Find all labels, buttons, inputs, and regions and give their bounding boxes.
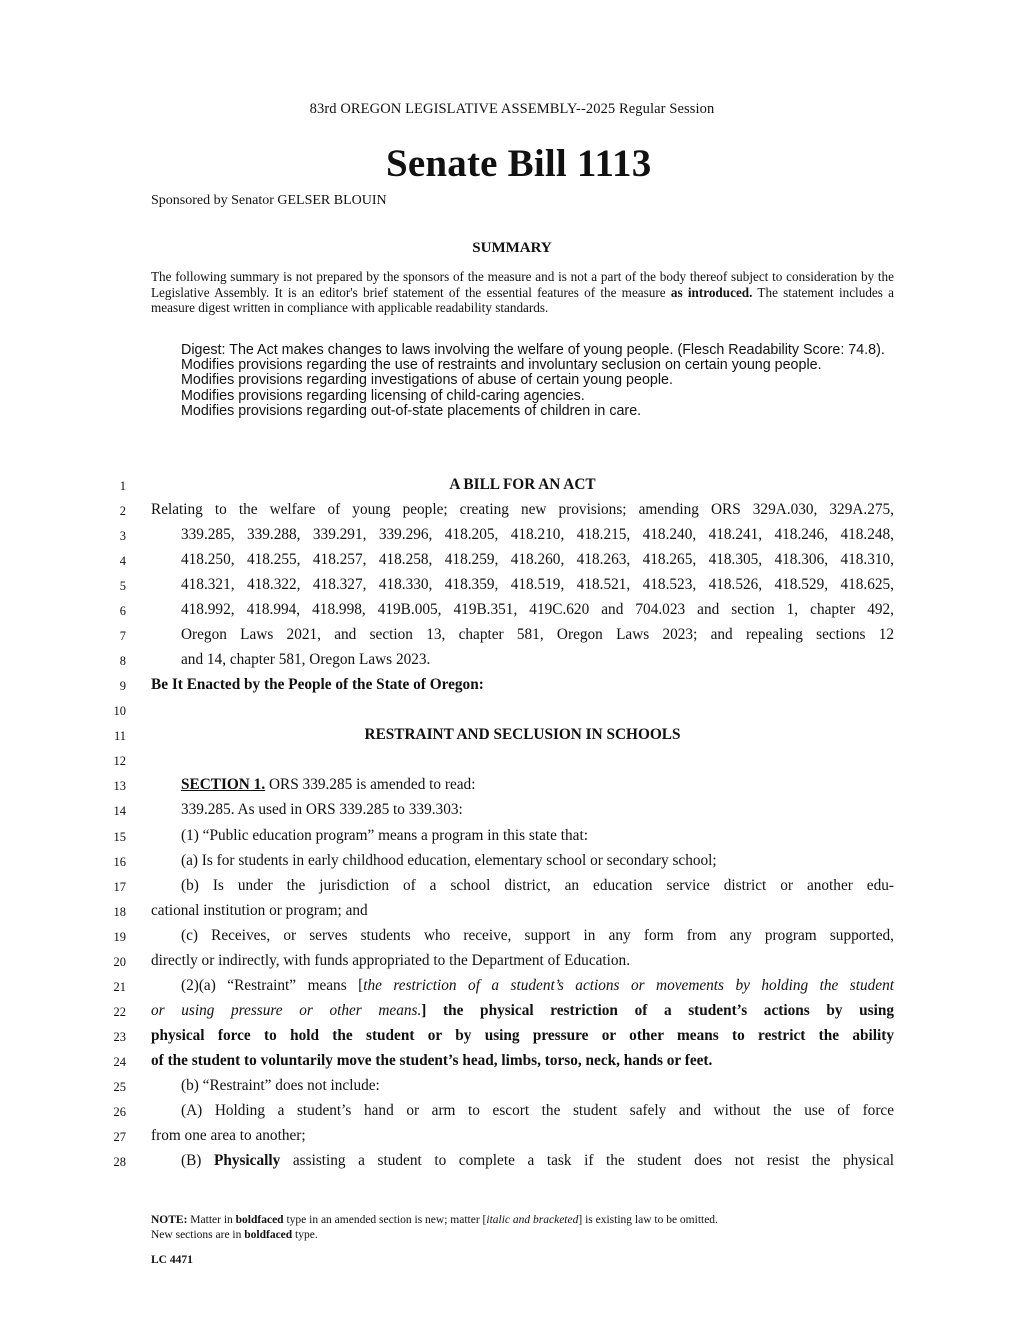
line-number: 17 xyxy=(113,880,126,894)
bill-line: (b) “Restraint” does not include: xyxy=(181,1077,380,1094)
digest-line: Modifies provisions regarding out-of-state placements of children in care. xyxy=(181,402,642,419)
assembly-session-header: 83rd OREGON LEGISLATIVE ASSEMBLY--2025 Regular Session xyxy=(309,101,715,117)
line-number: 18 xyxy=(113,905,126,919)
line-number: 5 xyxy=(119,579,126,593)
section-1-line: SECTION 1. ORS 339.285 is amended to read: xyxy=(181,776,476,793)
line-number: 1 xyxy=(119,479,126,493)
new-text-bold-line: of the student to voluntarily move the student’s head, limbs, torso, neck, hands or feet. xyxy=(151,1052,713,1069)
line-number: 24 xyxy=(113,1055,126,1069)
bill-line: from one area to another; xyxy=(151,1127,306,1144)
bill-line xyxy=(151,1002,894,1020)
bill-for-an-act-heading: A BILL FOR AN ACT xyxy=(449,476,596,493)
bill-line: (2)(a) “Restraint” means [the restriction of a student’s actions or movements by holding the student xyxy=(181,977,894,994)
relating-clause-line: 418.321, 418.322, 418.327, 418.330, 418.359, 418.519, 418.521, 418.523, 418.526, 418.529, 418.625, xyxy=(181,576,894,593)
bill-line: cational institution or program; and xyxy=(151,902,368,919)
section-heading-restraint: RESTRAINT AND SECLUSION IN SCHOOLS xyxy=(364,726,681,743)
deleted-text-italic: or using pressure or other means. xyxy=(151,1002,422,1019)
digest-line: Modifies provisions regarding the use of restraints and involuntary seclusion on certain young people. xyxy=(181,357,822,374)
relating-clause-line: and 14, chapter 581, Oregon Laws 2023. xyxy=(181,651,431,668)
line-number: 13 xyxy=(113,779,126,793)
new-text-bold-line: physical force to hold the student or by using pressure or other means to restrict the ability xyxy=(151,1027,894,1044)
lc-number: LC 4471 xyxy=(151,1254,193,1266)
relating-clause-line: Oregon Laws 2021, and section 13, chapter 581, Oregon Laws 2023; and repealing sections 12 xyxy=(181,626,894,643)
deleted-text-italic: the restriction of a student’s actions or movements by holding the student xyxy=(363,977,894,994)
as-introduced-bold: as introduced. xyxy=(670,284,753,300)
line-number: 20 xyxy=(113,955,126,969)
new-text-bold: Physically xyxy=(213,1152,281,1169)
line-number: 26 xyxy=(113,1105,126,1119)
relating-clause-line: 418.992, 418.994, 418.998, 419B.005, 419B.351, 419C.620 and 704.023 and section 1, chapter 492, xyxy=(181,601,894,618)
bill-line: (c) Receives, or serves students who receive, support in any form from any program supported, xyxy=(181,927,894,944)
line-number: 9 xyxy=(119,679,126,693)
bill-line: directly or indirectly, with funds appropriated to the Department of Education. xyxy=(151,952,631,969)
relating-clause-line: 418.250, 418.255, 418.257, 418.258, 418.259, 418.260, 418.263, 418.265, 418.305, 418.306, 418.310, xyxy=(181,551,894,568)
bill-line: (1) “Public education program” means a program in this state that: xyxy=(181,827,588,844)
line-number: 2 xyxy=(119,504,126,518)
digest xyxy=(151,343,894,419)
line-number: 10 xyxy=(113,704,126,718)
line-number: 21 xyxy=(113,980,126,994)
section-1-label: SECTION 1. xyxy=(181,776,266,793)
line-number: 7 xyxy=(119,629,126,643)
summary-heading: SUMMARY xyxy=(472,240,552,256)
line-number: 11 xyxy=(113,729,126,743)
line-number: 15 xyxy=(113,830,126,844)
bill-line: (b) Is under the jurisdiction of a school district, an education service district or another edu- xyxy=(181,877,894,894)
line-number: 19 xyxy=(113,930,126,944)
bill-line: (A) Holding a student’s hand or arm to escort the student safely and without the use of force xyxy=(181,1102,894,1119)
line-number: 22 xyxy=(113,1005,126,1019)
summary-paragraph: The following summary is not prepared by the sponsors of the measure and is not a part of the body thereof subject to consideration by the Legislative Assembly. It is an editor's brief statement of the essential features of the measure as introduced. The statement includes a measure digest written in compliance with applicable readability standards. xyxy=(151,269,894,315)
line-number: 28 xyxy=(113,1155,126,1169)
relating-clause-line: Relating to the welfare of young people; creating new provisions; amending ORS 329A.030, 329A.275, xyxy=(151,501,894,518)
new-text-bold: ] the physical restriction of a student’s actions by using xyxy=(421,1002,894,1019)
digest-line: Digest: The Act makes changes to laws involving the welfare of young people. (Flesch Readability Score: 74.8). xyxy=(181,342,885,358)
line-number: 14 xyxy=(113,804,126,818)
line-number: 6 xyxy=(119,604,126,618)
bill-line: 339.285. As used in ORS 339.285 to 339.303: xyxy=(181,801,463,818)
line-number: 12 xyxy=(113,754,126,768)
sponsor-line: Sponsored by Senator GELSER BLOUIN xyxy=(151,193,387,208)
bill-line: (B) Physically assisting a student to complete a task if the student does not resist the physical xyxy=(181,1152,894,1169)
digest-line: Modifies provisions regarding licensing of child-caring agencies. xyxy=(181,387,585,404)
line-number: 16 xyxy=(113,855,126,869)
line-number: 8 xyxy=(119,654,126,668)
line-number: 23 xyxy=(113,1030,126,1044)
bill-line: (a) Is for students in early childhood education, elementary school or secondary school; xyxy=(181,852,717,869)
line-number: 27 xyxy=(113,1130,126,1144)
bill-title: Senate Bill 1113 xyxy=(386,142,652,185)
footer-note: NOTE: Matter in boldfaced type in an amended section is new; matter [italic and bracketed] is existing law to be omitted. New sections are in boldfaced type. xyxy=(151,1214,718,1241)
enacting-clause: Be It Enacted by the People of the State of Oregon: xyxy=(151,676,484,693)
relating-clause-line: 339.285, 339.288, 339.291, 339.296, 418.205, 418.210, 418.215, 418.240, 418.241, 418.246, 418.248, xyxy=(181,526,894,543)
digest-line: Modifies provisions regarding investigations of abuse of certain young people. xyxy=(181,372,673,389)
line-number: 25 xyxy=(113,1080,126,1094)
line-number: 3 xyxy=(119,529,126,543)
line-number: 4 xyxy=(119,554,126,568)
